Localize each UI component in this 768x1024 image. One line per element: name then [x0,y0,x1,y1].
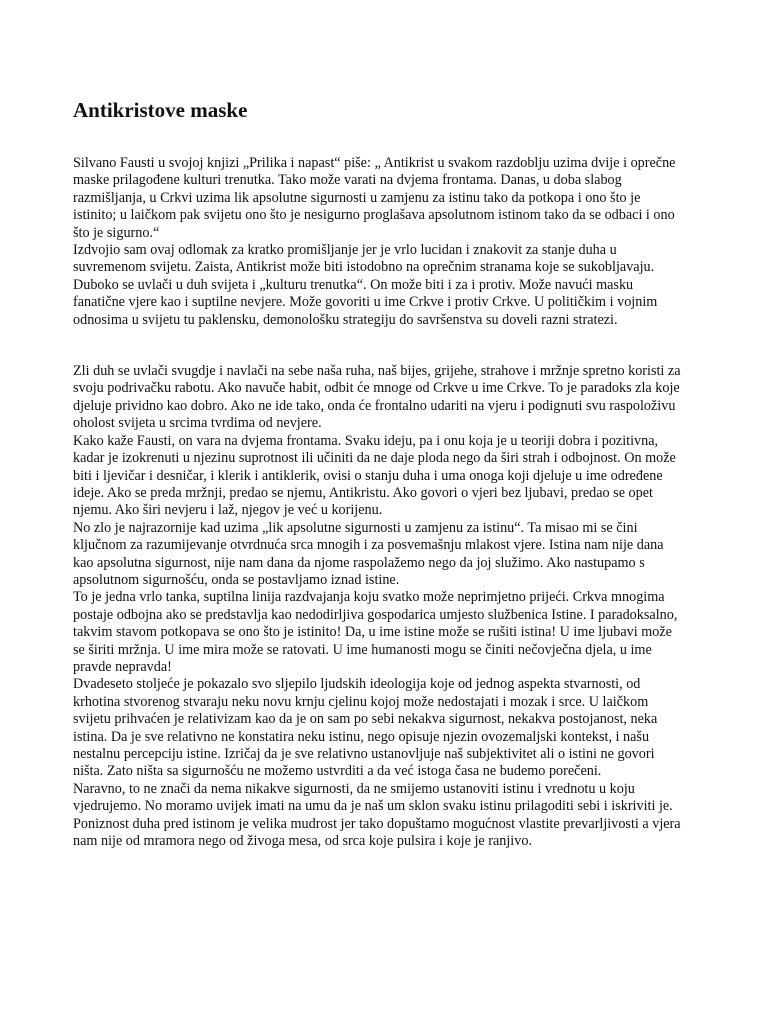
section-2 [73,363,685,850]
paragraph: No zlo je najrazornije kad uzima „lik apsolutne sigurnosti u zamjenu za istinu“. Ta misao mi se čini ključnom za razumijevanje otvrdnuća srca mnogih i za posvemašnju mlakost vjere. Istina nam nije dana kao apsolutna sigurnost, nije nam dana da njome raspolažemo nego da joj služimo. Ako nastupamo s apsolutnom sigurnošću, onda se postavljamo iznad istine. [73,519,664,588]
paragraph: Naravno, to ne znači da nema nikakve sigurnosti, da ne smijemo ustanoviti istinu i vrednotu u koju vjedrujemo. No moramo uvijek imati na umu da je naš um sklon svaku istinu prilagoditi sebi i iskriviti je. Poniznost duha pred istinom je velika mudrost jer tako dopuštamo mogućnost vlastite prevarljivosti a vjera nam nije od mramora nego od živoga mesa, od srca koje pulsira i koje je ranjivo. [73,780,681,850]
section-1 [73,155,685,329]
paragraph: Silvano Fausti u svojoj knjizi „Prilika i napast“ piše: „ Antikrist u svakom razdoblju uzima dvije i oprečne maske prilagođene kulturi trenutka. Tako može varati na dvjema frontama. Danas, u doba slabog razmišljanja, u Crkvi uzima lik apsolutne sigurnosti u zamjenu za istinu tako da potkopa i ono što je istinito; u laičkom pak svijetu ono što je nesigurno proglašava apsolutnom istinom tako da se odbaci i ono što je sigurno.“ [73,155,676,241]
paragraph: Zli duh se uvlači svugdje i navlači na sebe naša ruha, naš bijes, grijehe, strahove i mržnje spretno koristi za svoju podrivačku rabotu. Ako navuče habit, odbit će mnoge od Crkve u ime Crkve. To je paradoks zla koje djeluje prividno kao dobro. Ako ne ide tako, onda će frontalno udariti na vjeru i podignuti svu raspoloživu oholost svijeta u srcima tvrdima od nevjere. [73,363,681,432]
paragraph: Izdvojio sam ovaj odlomak za kratko promišljanje jer je vrlo lucidan i znakovit za stanje duha u suvremenom svijetu. Zaista, Antikrist može biti istodobno na oprečnim stranama koje se sukobljavaju. Duboko se uvlači u duh svijeta i „kulturu trenutka“. On može biti i za i protiv. Može navući masku fanatične vjere kao i suptilne nevjere. Može govoriti u ime Crkve i protiv Crkve. U političkim i vojnim odnosima u svijetu tu paklensku, demonološku strategiju do savršenstva su doveli razni stratezi. [73,242,658,328]
section-gap [73,329,685,363]
paragraph: Dvadeseto stoljeće je pokazalo svo sljepilo ljudskih ideologija koje od jednog aspekta stvarnosti, od krhotina stvorenog stvaraju neku novu krnju cjelinu kojoj može nedostajati i mozak i srce. U laičkom svijetu prihvaćen je relativizam kao da je on sam po sebi nekakva sigurnost, nekakva postojanost, neka istina. Da je sve relativno ne konstatira neku istinu, nego opisuje njezin ovozemaljski kontekst, i našu nestalnu percepciju istine. Izričaj da je sve relativno ustanovljuje naš subjektivitet ali o istini ne govori ništa. Zato ništa sa sigurnošću ne možemo ustvrditi a da već istoga časa ne budemo porečeni. [73,676,658,780]
paragraph: To je jedna vrlo tanka, suptilna linija razdvajanja koju svatko može neprimjetno prijeći. Crkva mnogima postaje odbojna ako se predstavlja kao nedodirljiva gospodarica umjesto službenica Istine. I paradoksalno, takvim stavom potkopava se ono što je istinito! Da, u ime istine može se rušiti istina! U ime ljubavi može se širiti mržnja. U ime mira može se ratovati. U ime humanosti mogu se činiti nečovječna djela, u ime pravde nepravda! [73,589,678,675]
document-page [73,96,685,850]
document-title: Antikristove maske [73,98,248,122]
paragraph: Kako kaže Fausti, on vara na dvjema frontama. Svaku ideju, pa i onu koja je u teoriji dobra i pozitivna, kadar je izokrenuti u njezinu suprotnost ili učiniti da ne daje ploda nego da širi strah i odbojnost. On može biti i ljevičar i desničar, i klerik i antiklerik, ovisi o stanju duha i uma onoga koji djeluje u ime određene ideje. Ako se preda mržnji, predao se njemu, Antikristu. Ako govori o vjeri bez ljubavi, predao se opet njemu. Ako širi nevjeru i laž, njegov je već u korijenu. [73,432,676,519]
